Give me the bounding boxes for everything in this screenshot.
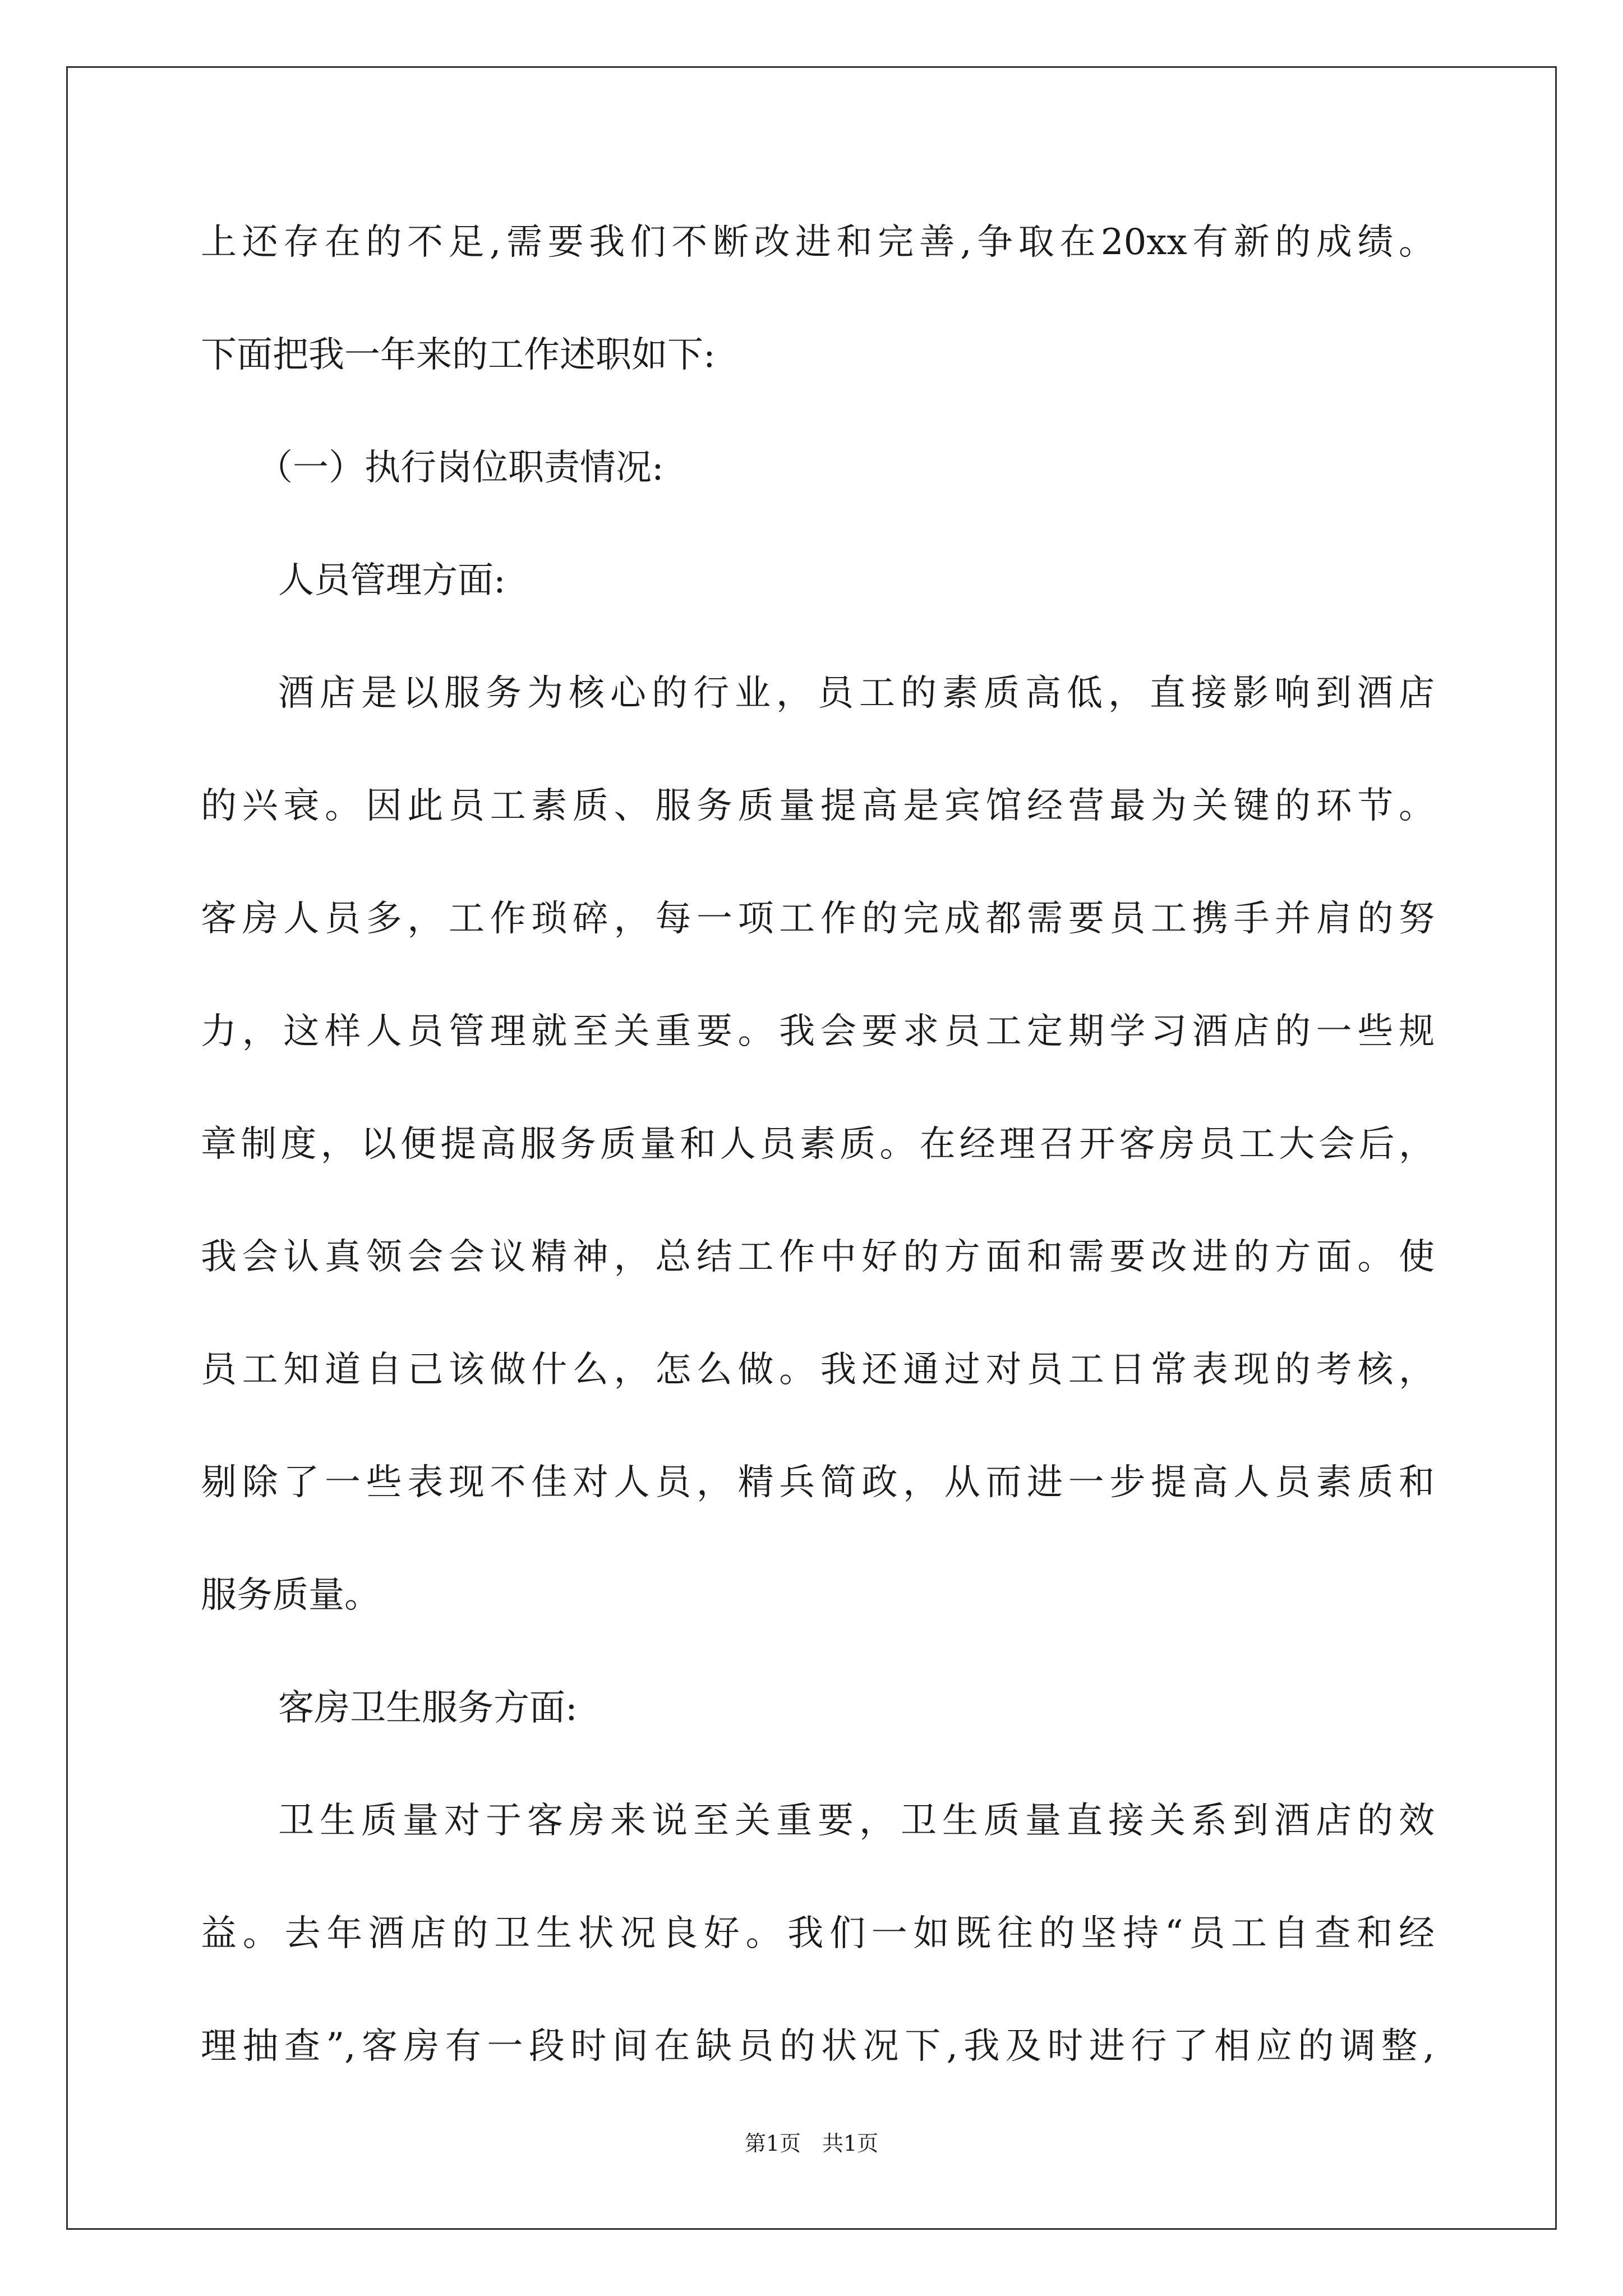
- text-line: 剔除了一些表现不佳对人员，精兵简政，从而进一步提高人员素质和: [201, 1462, 1435, 1503]
- text-line: 理抽查”,客房有一段时间在缺员的状况下,我及时进行了相应的调整,: [201, 2026, 1435, 2067]
- subsection-heading: 人员管理方面:: [278, 560, 506, 601]
- document-body: [201, 208, 1435, 2081]
- text-line: 上还存在的不足,需要我们不断改进和完善,争取在20xx有新的成绩。: [201, 222, 1435, 263]
- text-line: 卫生质量对于客房来说至关重要，卫生质量直接关系到酒店的效: [278, 1800, 1435, 1842]
- text-line: 下面把我一年来的工作述职如下:: [201, 334, 716, 376]
- text-line: 力，这样人员管理就至关重要。我会要求员工定期学习酒店的一些规: [201, 1011, 1435, 1052]
- subsection-heading: 客房卫生服务方面:: [278, 1687, 578, 1729]
- text-line: 客房人员多，工作琐碎，每一项工作的完成都需要员工携手并肩的努: [201, 898, 1435, 940]
- text-line: 服务质量。: [201, 1575, 380, 1616]
- text-line: 章制度，以便提高服务质量和人员素质。在经理召开客房员工大会后，: [201, 1124, 1435, 1165]
- text-line: 我会认真领会会议精神，总结工作中好的方面和需要改进的方面。使: [201, 1236, 1435, 1278]
- page-number-footer: 第1页 共1页: [744, 2131, 879, 2156]
- text-line: 酒店是以服务为核心的行业，员工的素质高低，直接影响到酒店: [278, 673, 1435, 714]
- text-line: 益。去年酒店的卫生状况良好。我们一如既往的坚持“员工自查和经: [201, 1913, 1435, 1954]
- text-line: 员工知道自己该做什么，怎么做。我还通过对员工日常表现的考核，: [201, 1349, 1435, 1391]
- text-line: 的兴衰。因此员工素质、服务质量提高是宾馆经营最为关键的环节。: [201, 785, 1435, 827]
- section-heading: （一）执行岗位职责情况:: [257, 447, 664, 489]
